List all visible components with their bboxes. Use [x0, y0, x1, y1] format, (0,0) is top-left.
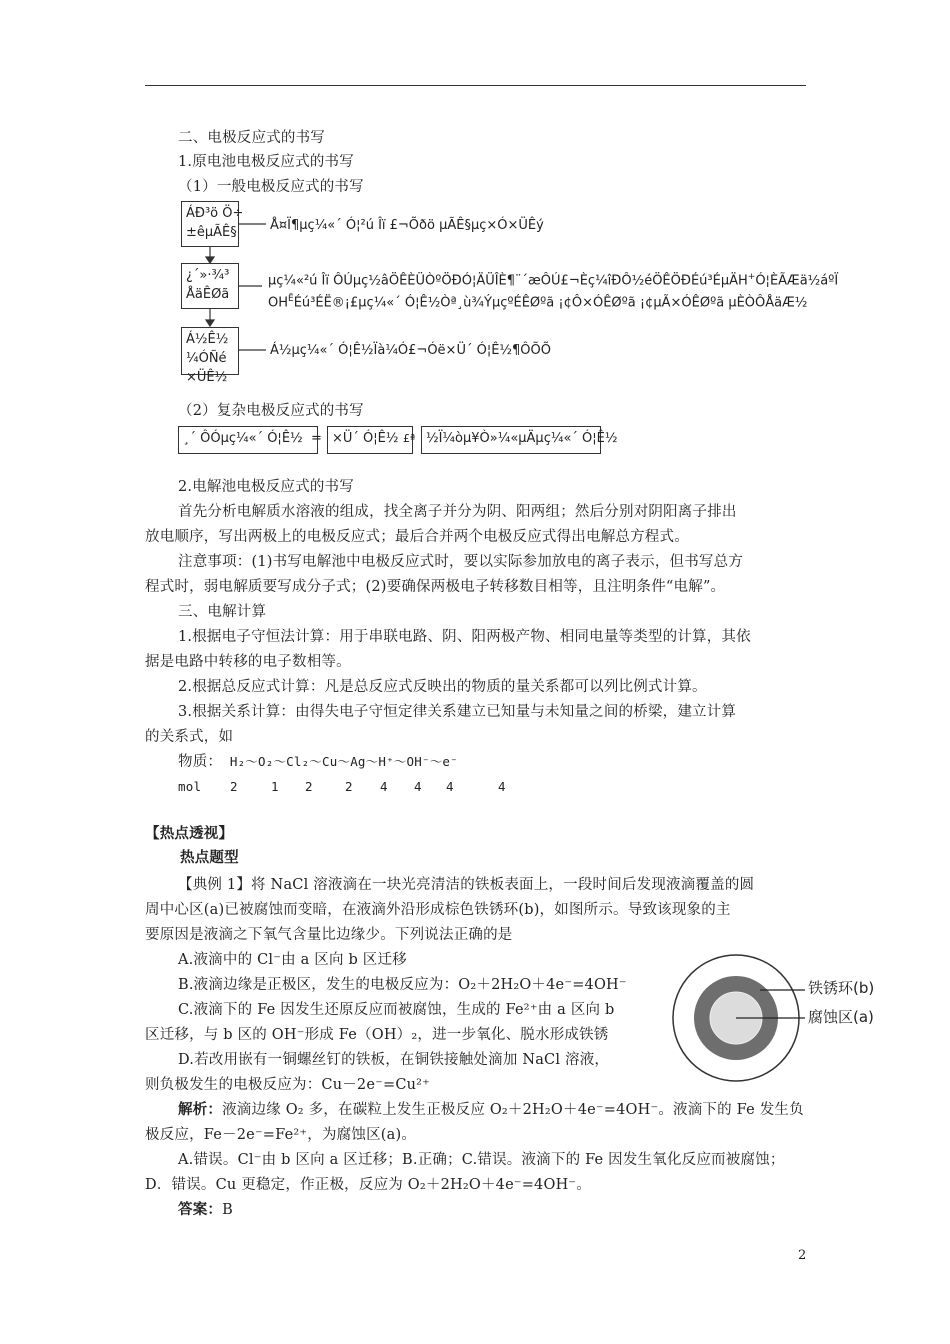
- subheading: 1.原电池电极反应式的书写: [178, 154, 354, 170]
- substance-label: 物质：: [178, 754, 223, 770]
- hot-subtitle: 热点题型: [180, 849, 239, 866]
- analysis-line: D．错误。Cu 更稳定，作正极，反应为 O₂＋2H₂O＋4e⁻=4OH⁻。: [145, 1177, 591, 1193]
- flow-box-2: ¿´»·¾³ ÅäÊØã: [181, 263, 239, 309]
- mol-value: 2: [305, 779, 313, 794]
- paragraph-line: 1.根据电子守恒法计算：用于串联电路、阴、阳两极产物、相同电量等类型的计算，其依: [178, 629, 751, 645]
- hot-title: 【热点透视】: [145, 825, 234, 842]
- paragraph-line: 注意事项：(1)书写电解池中电极反应式时，要以实际参加放电的离子表示，但书写总方: [178, 554, 744, 570]
- section-heading: 三、电解计算: [178, 604, 267, 620]
- substance: OH⁻: [406, 754, 430, 769]
- option-c-cont: 区迁移，与 b 区的 OH⁻形成 Fe（OH）₂，进一步氧化、脱水形成铁锈: [145, 1027, 609, 1043]
- paragraph-line: 2.根据总反应式计算：凡是总反应式反映出的物质的量关系都可以列比例式计算。: [178, 679, 707, 695]
- option-d-cont: 则负极发生的电极反应为：Cu－2e⁻=Cu²⁺: [145, 1077, 431, 1093]
- analysis-label: 解析：: [178, 1101, 223, 1118]
- mol-value: 4: [446, 779, 454, 794]
- flow-arrow-head: [206, 257, 214, 263]
- example-label: 【典例 1】: [178, 877, 252, 893]
- example-line: 周中心区(a)已被腐蚀而变暗，在液滴外沿形成棕色铁锈环(b)，如图所示。导致该现象的主: [145, 902, 731, 918]
- subheading: （1）一般电极反应式的书写: [178, 179, 364, 195]
- page-number: 2: [798, 1248, 807, 1263]
- fig-label-rust: 铁锈环(b): [808, 979, 875, 997]
- flow-desc-1: Å¤Ï¶µç¼«´ Ó¦²ú Îï £¬Õðö µÃÊ§µç×Ó×ÜÊý: [270, 218, 544, 233]
- flow-desc-3: Á½µç¼«´ Ó¦Ê½Ïà¼Ó£¬Óë×Ü´ Ó¦Ê½¶ÔÕÕ: [270, 343, 551, 358]
- flow-desc-2-line2: $OH^ËÉú^3ÉË®¡£\mu ç\frac{1}{4}«´$ Ó¦Ê½Òª¸ù¾ÝµçºÉÊØºã ¡¢Ô×ÓÊØºã ¡¢µÃ×ÓÊØºã µÈÒÔÅäÆ½: [268, 294, 808, 311]
- mol-value: 1: [271, 779, 279, 794]
- subheading: 2.电解池电极反应式的书写: [178, 479, 354, 495]
- analysis-line: A.错误。Cl⁻由 b 区向 a 区迁移；B.正确；C.错误。液滴下的 Fe 因发生氧化反应而被腐蚀；: [178, 1152, 785, 1168]
- mol-value: 2: [345, 779, 353, 794]
- substance: O₂: [258, 754, 274, 769]
- fig-label-corrosion: 腐蚀区(a): [808, 1008, 874, 1026]
- flow-desc-2-line1: µç¼«²ú Îï ÔÚµç½âÖÊÈÜÒºÖÐÓ¦ÄÜÎÈ¶¨´æÔÚ£¬Èç¼îÐÔ½éÖÊÖÐÉú³ÉµÄH+Ó¦ÈÃÆä½áºÏ: [268, 272, 839, 289]
- paragraph-line: 放电顺序，写出两极上的电极反应式；最后合并两个电极反应式得出电解总方程式。: [145, 529, 689, 545]
- paragraph-line: 3.根据关系计算：由得失电子守恒定律关系建立已知量与未知量之间的桥梁，建立计算: [178, 704, 737, 720]
- equals-sign: =: [311, 431, 322, 446]
- option-b: B.液滴边缘是正极区，发生的电极反应为：O₂＋2H₂O＋4e⁻=4OH⁻: [178, 977, 627, 993]
- paragraph-line: 程式时，弱电解质要写成分子式；(2)要确保两极电子转移数目相等，且注明条件“电解”。: [145, 579, 726, 595]
- minus-sign: £ª: [403, 432, 416, 445]
- mol-value: 2: [230, 779, 238, 794]
- example-line: 要原因是液滴之下氧气含量比边缘少。下列说法正确的是: [145, 927, 513, 943]
- answer-value: B: [222, 1202, 233, 1218]
- mol-value: 4: [498, 779, 506, 794]
- complex-mid-box: ×Ü´ Ó¦Ê½: [327, 426, 413, 454]
- flow-box-1: ÁÐ³ö Ö÷ ±êµÃÊ§: [181, 201, 239, 247]
- substance: H₂: [229, 754, 246, 769]
- mol-value: 4: [380, 779, 388, 794]
- paragraph-line: 的关系式，如: [145, 729, 234, 745]
- complex-left-box: ¸´ ÔÓµç¼«´ Ó¦Ê½: [178, 426, 318, 454]
- mol-value: 4: [414, 779, 422, 794]
- substance: Cu: [322, 754, 338, 769]
- answer-label: 答案：: [178, 1201, 223, 1218]
- paragraph-line: 首先分析电解质水溶液的组成，找全离子并分为阴、阳两组；然后分别对阴阳离子排出: [178, 504, 737, 520]
- option-d: D.若改用嵌有一铜螺丝钉的铁板，在铜铁接触处滴加 NaCl 溶液，: [178, 1052, 610, 1068]
- substance: Ag: [350, 754, 366, 769]
- section-heading: 二、电极反应式的书写: [178, 130, 325, 146]
- substance-row: 物质： H₂～O₂～Cl₂～Cu～Ag～H⁺～OH⁻～e⁻: [178, 754, 458, 770]
- mol-label: mol: [178, 779, 202, 794]
- complex-right-box: ½Ï¼òµ¥Ò»¼«µÄµç¼«´ Ó¦Ê½: [421, 426, 601, 454]
- substance: e⁻: [442, 754, 458, 769]
- flow-arrow-head: [206, 320, 214, 326]
- substance: Cl₂: [286, 754, 310, 769]
- paragraph-line: 据是电路中转移的电子数相等。: [145, 654, 351, 670]
- substance: H⁺: [378, 754, 394, 769]
- analysis-line: 极反应，Fe－2e⁻=Fe²⁺，为腐蚀区(a)。: [145, 1127, 417, 1143]
- subheading: （2）复杂电极反应式的书写: [178, 403, 364, 419]
- option-c: C.液滴下的 Fe 因发生还原反应而被腐蚀，生成的 Fe²⁺由 a 区向 b: [178, 1002, 615, 1018]
- flow-box-3: Á½Ê½¼ÓÑé×ÜÊ½: [181, 327, 239, 375]
- option-a: A.液滴中的 Cl⁻由 a 区向 b 区迁移: [178, 952, 407, 968]
- analysis-line: 解析：液滴边缘 O₂ 多，在碳粒上发生正极反应 O₂＋2H₂O＋4e⁻=4OH⁻。液滴下的 Fe 发生负: [178, 1101, 804, 1118]
- example-line: 【典例 1】将 NaCl 溶液滴在一块光亮清洁的铁板表面上，一段时间后发现液滴覆盖的圆: [178, 877, 755, 893]
